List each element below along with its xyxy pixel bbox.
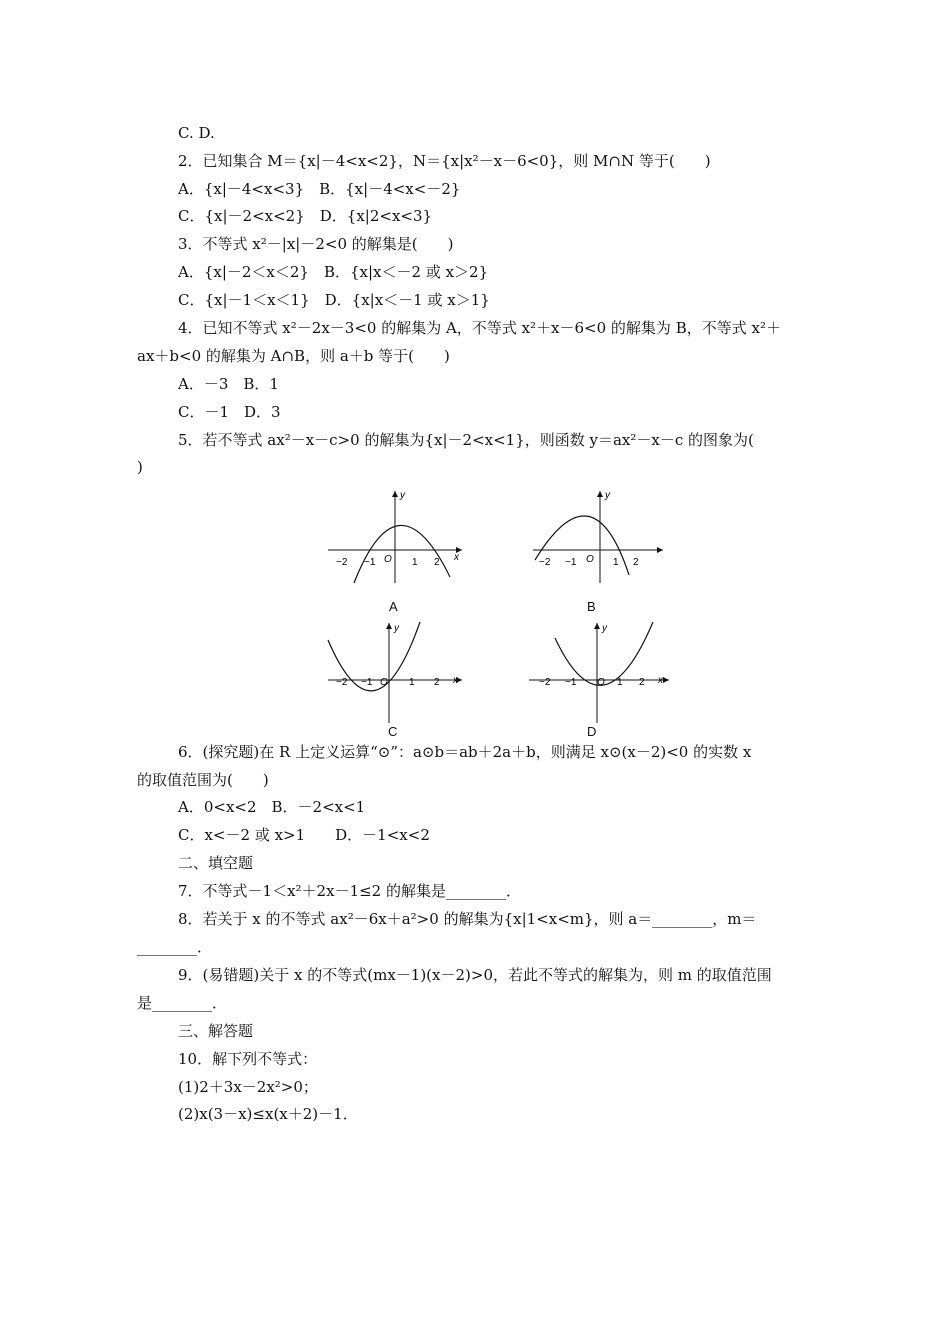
question-3-options-cd: C．{x|－1＜x＜1} D．{x|x＜－1 或 x＞1}: [178, 291, 490, 309]
svg-text:−1: −1: [364, 557, 376, 568]
question-4-line-1: 4．已知不等式 x²－2x－3<0 的解集为 A，不等式 x²＋x－6<0 的解集为 B，不等式 x²＋: [178, 319, 781, 337]
svg-text:2: 2: [434, 677, 440, 688]
graph-d-label: D: [587, 724, 597, 739]
svg-text:1: 1: [409, 677, 415, 688]
question-6-line-2: 的取值范围为( ): [137, 771, 269, 789]
line-q1-options: C. D.: [178, 124, 215, 142]
svg-text:O: O: [586, 554, 594, 565]
svg-text:1: 1: [412, 557, 418, 568]
question-2: 2．已知集合 M＝{x|－4<x<2}，N＝{x|x²－x－6<0}，则 M∩N 等于( ): [178, 152, 711, 170]
graph-c: [320, 620, 470, 725]
svg-text:1: 1: [617, 677, 623, 688]
question-6-options-cd: C．x<－2 或 x>1 D．－1<x<2: [178, 826, 430, 844]
graph-c-label: C: [388, 724, 398, 739]
svg-text:O: O: [597, 677, 605, 688]
graph-b: [525, 485, 675, 585]
question-7: 7．不等式－1＜x²＋2x－1≤2 的解集是________．: [178, 882, 521, 900]
question-10-part-2: (2)x(3－x)≤x(x＋2)－1．: [178, 1105, 358, 1123]
question-5-line-2: ): [137, 458, 143, 476]
svg-text:y: y: [605, 490, 610, 501]
svg-text:−2: −2: [336, 557, 348, 568]
graph-b-label: B: [587, 599, 596, 614]
svg-text:−1: −1: [361, 677, 373, 688]
svg-text:y: y: [394, 623, 399, 634]
graph-d: [525, 620, 675, 725]
svg-text:1: 1: [613, 557, 619, 568]
question-6-line-1: 6．(探究题)在 R 上定义运算“⊙”：a⊙b＝ab＋2a＋b，则满足 x⊙(x－2)<0 的实数 x: [178, 743, 752, 761]
question-4-options-cd: C．－1 D．3: [178, 403, 281, 421]
question-3-options-ab: A．{x|－2＜x＜2} B．{x|x＜－2 或 x＞2}: [178, 263, 489, 281]
question-8-line-2: ________．: [137, 938, 213, 956]
svg-text:y: y: [602, 623, 607, 634]
question-3: 3．不等式 x²－|x|－2<0 的解集是( ): [178, 235, 454, 253]
question-5-line-1: 5．若不等式 ax²－x－c>0 的解集为{x|－2<x<1}，则函数 y＝ax²－x－c 的图象为(: [178, 431, 754, 449]
svg-text:x: x: [453, 675, 458, 686]
svg-text:2: 2: [434, 557, 440, 568]
question-4-options-ab: A．－3 B．1: [178, 375, 279, 393]
svg-text:2: 2: [633, 557, 639, 568]
svg-text:O: O: [384, 554, 392, 565]
svg-text:x: x: [454, 552, 459, 563]
question-10: 10．解下列不等式：: [178, 1050, 318, 1068]
graph-a: [320, 485, 470, 585]
section-2-heading: 二、填空题: [178, 854, 254, 872]
svg-text:−1: −1: [565, 677, 577, 688]
question-9-line-1: 9．(易错题)关于 x 的不等式(mx－1)(x－2)>0，若此不等式的解集为，则 m 的取值范围: [178, 966, 772, 984]
svg-text:2: 2: [639, 677, 645, 688]
question-8-line-1: 8．若关于 x 的不等式 ax²－6x＋a²>0 的解集为{x|1<x<m}，则 a＝________，m＝: [178, 910, 757, 928]
question-9-line-2: 是________．: [137, 994, 228, 1012]
svg-text:−1: −1: [565, 557, 577, 568]
svg-text:−2: −2: [336, 677, 348, 688]
svg-text:x: x: [658, 675, 663, 686]
svg-text:y: y: [400, 490, 405, 501]
question-10-part-1: (1)2＋3x－2x²>0；: [178, 1078, 318, 1096]
question-2-options-ab: A．{x|－4<x<3} B．{x|－4<x<－2}: [178, 180, 461, 198]
question-4-line-2: ax＋b<0 的解集为 A∩B，则 a＋b 等于( ): [137, 347, 450, 365]
svg-text:O: O: [380, 677, 388, 688]
svg-text:−2: −2: [539, 677, 551, 688]
svg-text:−2: −2: [539, 557, 551, 568]
graph-a-label: A: [389, 599, 398, 614]
section-3-heading: 三、解答题: [178, 1022, 254, 1040]
question-2-options-cd: C．{x|－2<x<2} D．{x|2<x<3}: [178, 207, 433, 225]
question-6-options-ab: A．0<x<2 B．－2<x<1: [178, 798, 366, 816]
